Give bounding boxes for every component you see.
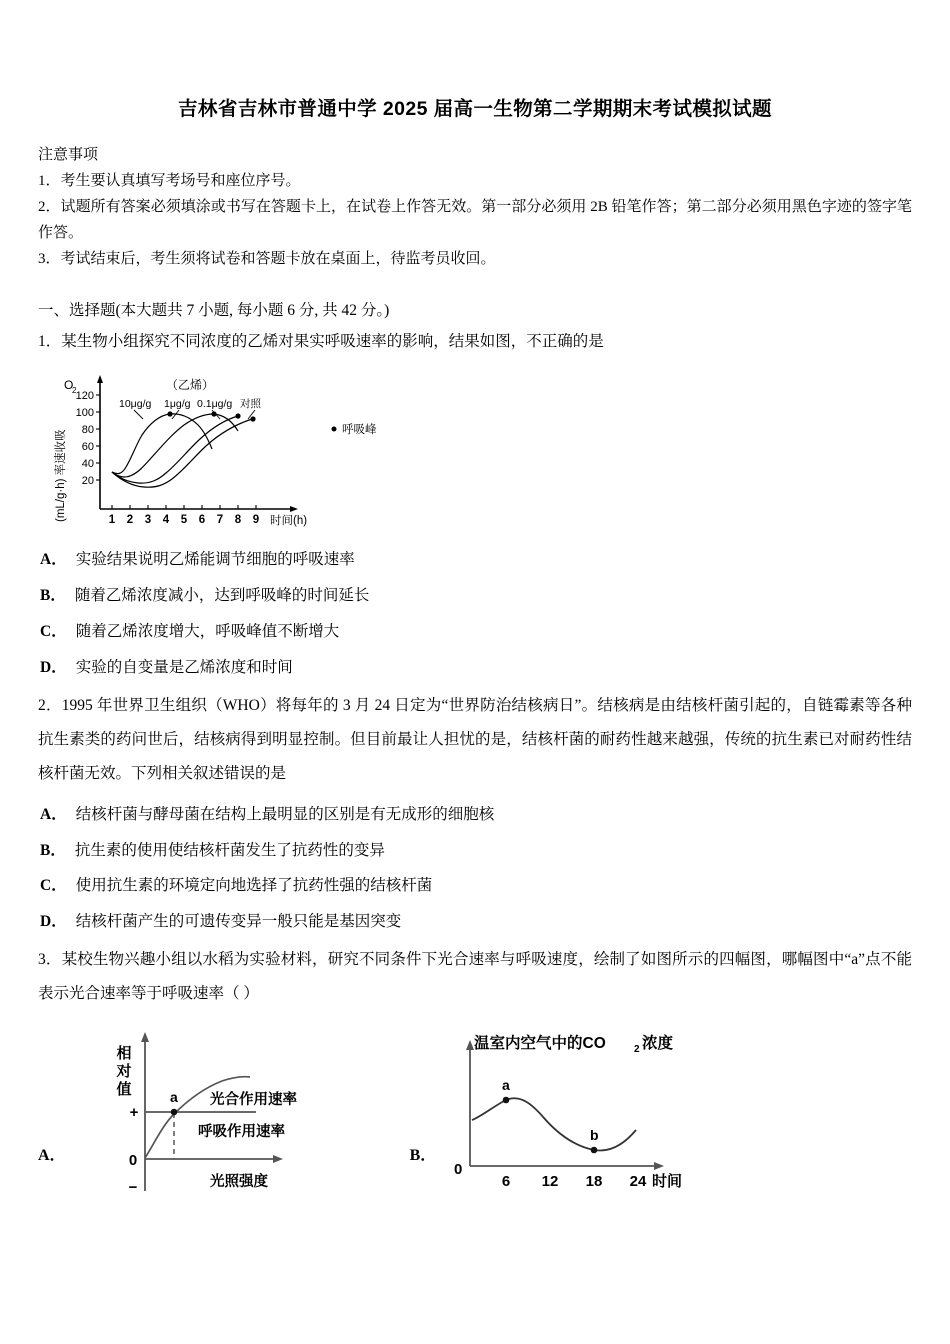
fig-b-point-a-label: a xyxy=(502,1076,511,1093)
question-1-number: 1． xyxy=(38,332,62,350)
option-a-label: A． xyxy=(40,805,67,823)
svg-text:100: 100 xyxy=(75,407,94,420)
fig-b-x-arrow xyxy=(654,1162,664,1170)
svg-text:7: 7 xyxy=(216,514,224,527)
figure-a-svg xyxy=(70,1026,360,1211)
svg-text:6: 6 xyxy=(198,514,206,527)
y-axis-tick-labels xyxy=(76,390,94,487)
svg-text:值: 值 xyxy=(116,1080,132,1098)
fig-b-y-arrow xyxy=(466,1040,474,1050)
x-axis-tick-labels xyxy=(109,514,259,526)
fig-a-point-a-label: a xyxy=(169,1088,178,1105)
fig-b-x-tick-labels xyxy=(502,1173,647,1190)
series-label-0: 10μg/g xyxy=(119,398,152,411)
peak-marker-0.1ug xyxy=(235,414,240,419)
question-1-option-c xyxy=(38,620,912,645)
figure-row-ab xyxy=(38,1026,912,1211)
fig-a-y-arrow xyxy=(141,1032,149,1042)
fig-a-plus-mark: + xyxy=(129,1103,138,1121)
curve-0.1ug xyxy=(112,416,238,483)
y-axis-top-label: O xyxy=(64,378,74,393)
peak-marker-10ug xyxy=(167,412,172,417)
svg-text:2: 2 xyxy=(126,514,134,527)
notice-item-2: 2．试题所有答案必须填涂或书写在答题卡上，在试卷上作答无效。第一部分必须用 2B 铅笔作答；第二部分必须用黑色字迹的签字笔作答。 xyxy=(38,198,912,241)
curve-1ug xyxy=(112,414,238,477)
figure-b-cell xyxy=(410,1026,721,1211)
question-1-option-a xyxy=(38,548,912,573)
question-2-stem: 1995 年世界卫生组织（WHO）将每年的 3 月 24 日定为“世界防治结核病日”。结核病是由结核杆菌引起的，自链霉素等各种抗生素类的药问世后，结核病得到明显控制。但目前最让人担忧的是，结核杆菌的耐药性越来越强，传统的抗生素已对耐药性结核杆菌无效。下列相关叙述错误的是 xyxy=(38,696,912,783)
option-b-text: 随着乙烯浓度减小，达到呼吸峰的时间延长 xyxy=(74,587,370,605)
notice-heading: 注意事项 xyxy=(38,147,99,164)
fig-b-x-label: 时间 xyxy=(652,1172,683,1190)
question-3-stem: 某校生物兴趣小组以水稻为实验材料，研究不同条件下光合速率与呼吸速度，绘制了如图所示的四幅图，哪幅图中“a”点不能表示光合速率等于呼吸速率（ ） xyxy=(38,950,912,1003)
x-axis-label: 时间(h) xyxy=(270,515,308,528)
fig-a-point-a xyxy=(170,1108,177,1115)
svg-text:60: 60 xyxy=(81,441,94,454)
notice-item-1: 1．考生要认真填写考场号和座位序号。 xyxy=(38,173,301,190)
fig-b-point-b-label: b xyxy=(590,1126,599,1143)
fig-a-minus-mark: − xyxy=(128,1178,137,1196)
option-c-text: 随着乙烯浓度增大，呼吸峰值不断增大 xyxy=(75,622,340,640)
svg-text:80: 80 xyxy=(81,424,94,437)
curve-10ug xyxy=(112,414,212,474)
question-3-number: 3． xyxy=(38,950,62,968)
fig-b-point-b xyxy=(591,1146,598,1153)
question-2-option-b xyxy=(38,839,912,864)
question-2 xyxy=(38,689,912,792)
peak-markers xyxy=(167,412,255,422)
svg-text:120: 120 xyxy=(75,390,94,403)
figure-a-letter: A． xyxy=(38,1146,66,1164)
option-b-label: B． xyxy=(40,587,66,605)
chart-title: （乙烯） xyxy=(165,378,215,393)
svg-text:40: 40 xyxy=(81,458,94,471)
svg-text:4: 4 xyxy=(162,514,170,527)
svg-text:3: 3 xyxy=(144,514,152,527)
y-axis-subscript: 2 xyxy=(72,386,77,396)
series-labels xyxy=(119,397,261,410)
notice-section xyxy=(38,143,912,272)
fig-b-tick-24: 24 xyxy=(629,1172,647,1190)
option-b-text: 抗生素的使用使结核杆菌发生了抗药性的变异 xyxy=(74,841,385,859)
svg-text:相: 相 xyxy=(116,1044,132,1062)
question-1-option-b xyxy=(38,584,912,609)
fig-b-tick-18: 18 xyxy=(585,1172,603,1190)
question-2-option-c xyxy=(38,874,912,899)
fig-b-title: 温室内空气中的CO xyxy=(474,1034,607,1052)
section-heading: 一、选择题(本大题共 7 小题, 每小题 6 分, 共 42 分。) xyxy=(38,302,390,320)
legend-marker-icon xyxy=(332,427,337,432)
svg-text:1: 1 xyxy=(108,514,116,527)
x-axis-arrow xyxy=(290,506,298,512)
option-a-text: 实验结果说明乙烯能调节细胞的呼吸速率 xyxy=(75,551,355,569)
option-c-label: C． xyxy=(40,622,67,640)
fig-a-zero-mark: 0 xyxy=(128,1151,137,1169)
fig-a-y-label xyxy=(115,1045,131,1098)
figure-a-cell xyxy=(38,1026,360,1211)
figure-b-svg xyxy=(440,1026,720,1211)
figure-b-letter: B． xyxy=(409,1146,437,1164)
fig-a-line-label: 呼吸作用速率 xyxy=(197,1123,285,1140)
option-d-label: D． xyxy=(40,658,67,676)
legend-label: 呼吸峰 xyxy=(342,424,377,437)
notice-item-3: 3．考试结束后，考生须将试卷和答题卡放在桌面上，待监考员收回。 xyxy=(38,250,496,267)
fig-b-title-subscript: 2 xyxy=(634,1043,640,1055)
peak-marker-1ug xyxy=(211,412,216,417)
fig-a-x-label: 光照强度 xyxy=(209,1173,268,1190)
question-1 xyxy=(38,329,912,356)
svg-text:20: 20 xyxy=(81,475,94,488)
option-b-label: B． xyxy=(40,841,66,859)
option-d-label: D． xyxy=(40,913,67,931)
svg-text:8: 8 xyxy=(234,514,242,527)
question-3 xyxy=(38,943,912,1012)
fig-b-point-a xyxy=(503,1096,510,1103)
series-label-2: 0.1μg/g xyxy=(197,398,233,411)
fig-a-curve-label: 光合作用速率 xyxy=(209,1091,297,1108)
fig-a-x-arrow xyxy=(273,1155,283,1163)
fig-b-title-suffix: 浓度 xyxy=(642,1034,674,1052)
question-2-option-a xyxy=(38,803,912,828)
series-label-1: 1μg/g xyxy=(164,398,191,411)
option-d-text: 结核杆菌产生的可遗传变异一般只能是基因突变 xyxy=(75,913,402,931)
question-2-number: 2． xyxy=(38,696,62,714)
ethylene-chart-svg xyxy=(42,367,402,537)
fig-b-co2-curve xyxy=(472,1098,636,1150)
question-1-option-d xyxy=(38,656,912,681)
y-axis-arrow xyxy=(97,375,103,383)
fig-b-tick-6: 6 xyxy=(502,1172,511,1190)
option-d-text: 实验的自变量是乙烯浓度和时间 xyxy=(75,658,293,676)
fig-b-tick-12: 12 xyxy=(541,1172,559,1190)
question-1-stem: 某生物小组探究不同浓度的乙烯对果实呼吸速率的影响，结果如图，不正确的是 xyxy=(61,332,604,350)
option-a-label: A． xyxy=(40,551,67,569)
figure-ethylene-respiration xyxy=(42,367,912,537)
series-label-3: 对照 xyxy=(240,398,261,411)
svg-text:5: 5 xyxy=(180,514,188,527)
svg-text:9: 9 xyxy=(252,514,260,527)
fig-a-photosynthesis-curve xyxy=(145,1076,250,1157)
question-2-option-d xyxy=(38,910,912,935)
option-a-text: 结核杆菌与酵母菌在结构上最明显的区别是有无成形的细胞核 xyxy=(75,805,495,823)
option-c-text: 使用抗生素的环境定向地选择了抗药性强的结核杆菌 xyxy=(75,877,433,895)
option-c-label: C． xyxy=(40,877,67,895)
page-title: 吉林省吉林市普通中学 2025 届高一生物第二学期期末考试模拟试题 xyxy=(178,98,772,120)
fig-b-origin-label: 0 xyxy=(454,1160,463,1178)
svg-text:对: 对 xyxy=(116,1062,132,1080)
peak-marker-control xyxy=(250,417,255,422)
y-axis-label: (mL/g·h) 率速收吸 xyxy=(55,429,67,523)
